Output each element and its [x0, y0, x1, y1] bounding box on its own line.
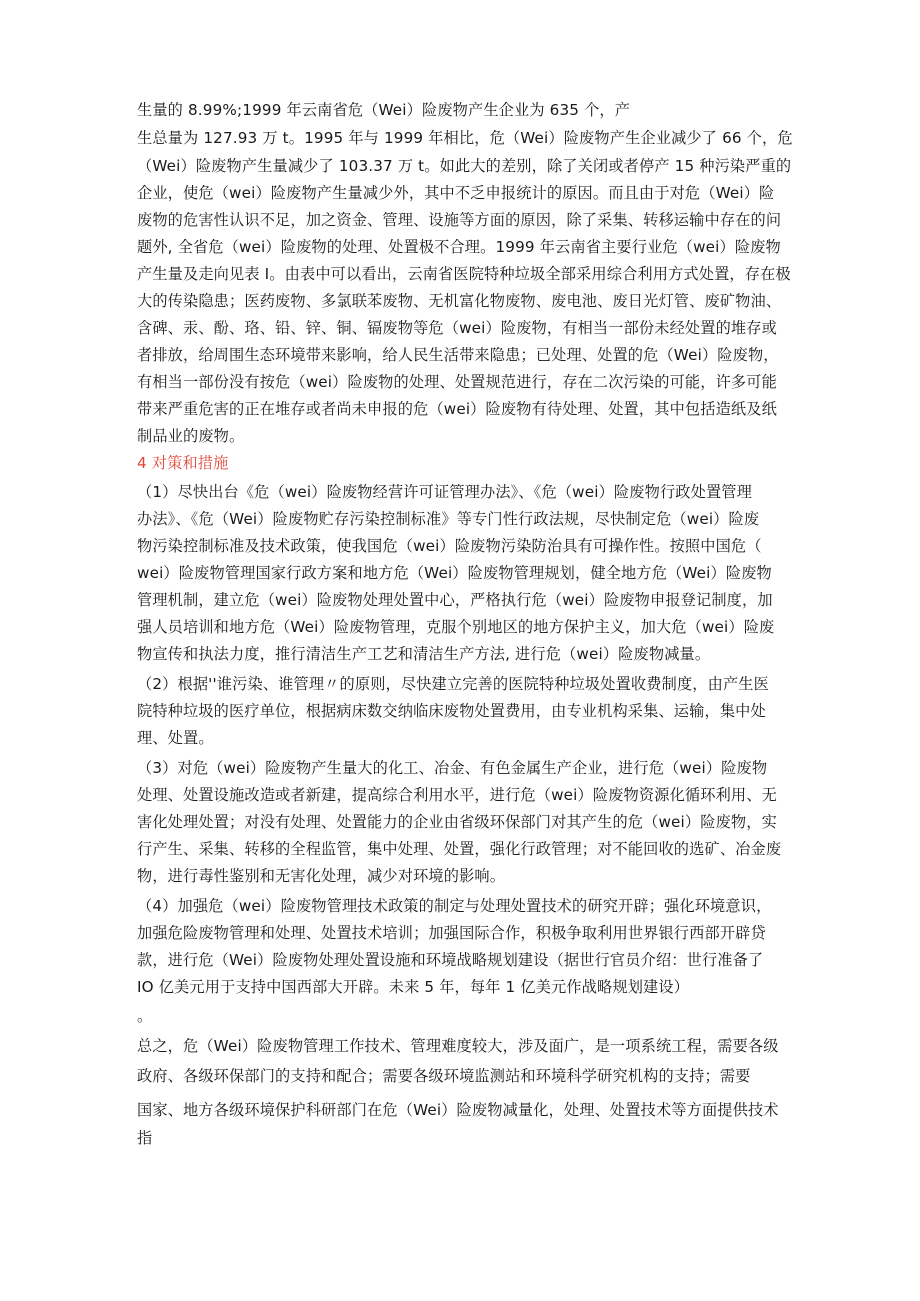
text-line: 含碑、汞、酚、珞、铅、锌、铜、镉废物等危（wei）险废物，有相当一部份未经处置的堆存或	[137, 319, 777, 337]
text-line: 行产生、采集、转移的全程监管，集中处理、处置，强化行政管理；对不能回收的选矿、冶金废	[137, 840, 782, 858]
text-line: 有相当一部份没有按危（wei）险废物的处理、处置规范进行，存在二次污染的可能，许多可能	[137, 373, 777, 391]
text-line: 强人员培训和地方危（Wei）险废物管理，克服个别地区的地方保护主义，加大危（wei）险废	[137, 618, 775, 636]
text-line: 带来严重危害的正在堆存或者尚未申报的危（wei）险废物有待处理、处置，其中包括造纸及纸	[137, 400, 777, 418]
text-line: 政府、各级环保部门的支持和配合；需要各级环境监测站和环境科学研究机构的支持；需要	[137, 1067, 751, 1085]
text-line: 企业，使危（wei）险废物产生量减少外，其中不乏申报统计的原因。而且由于对危（Wei）险	[137, 184, 775, 202]
text-line: （Wei）险废物产生量减少了 103.37 万 t。如此大的差别，除了关闭或者停产 15 种污染严重的	[137, 157, 792, 175]
text-line: （4）加强危（wei）险废物管理技术政策的制定与处理处置技术的研究开辟；强化环境意识，	[137, 897, 772, 915]
section-heading: 4 对策和措施	[137, 454, 229, 472]
text-line: 产生量及走向见表 I。由表中可以看出，云南省医院特种垃圾全部采用综合利用方式处置，存在极	[137, 265, 791, 283]
text-line: 国家、地方各级环境保护科研部门在危（Wei）险废物减量化，处理、处置技术等方面提供技术	[137, 1101, 779, 1119]
text-line: 物，进行毒性鉴别和无害化处理，减少对环境的影响。	[137, 867, 506, 885]
text-line: 办法》、《危（Wei）险废物贮存污染控制标准》等专门性行政法规，尽快制定危（wei）险废	[137, 510, 760, 528]
text-line: 管理机制，建立危（wei）险废物处理处置中心，严格执行危（wei）险废物申报登记制度，加	[137, 591, 773, 609]
text-line: 指	[137, 1129, 153, 1147]
text-line: 生量的 8.99%;1999 年云南省危（Wei）险废物产生企业为 635 个，产	[137, 101, 631, 119]
text-line: 物污染控制标准及技术政策，使我国危（wei）险废物污染防治具有可操作性。按照中国危（	[137, 537, 762, 555]
text-line: 题外, 全省危（wei）险废物的处理、处置极不合理。1999 年云南省主要行业危（wei）险废物	[137, 238, 781, 256]
text-line: （2）根据''谁污染、谁管理〃的原则，尽快建立完善的医院特种垃圾处置收费制度，由产生医	[137, 675, 769, 693]
text-line: 理、处置。	[137, 729, 214, 747]
text-line: 废物的危害性认识不足，加之资金、管理、设施等方面的原因，除了采集、转移运输中存在的问	[137, 211, 782, 229]
text-line: （1）尽快出台《危（wei）险废物经营许可证管理办法》、《危（wei）险废物行政处置管理	[137, 483, 752, 501]
text-line: IO 亿美元用于支持中国西部大开辟。未来 5 年，每年 1 亿美元作战略规划建设）	[137, 978, 690, 996]
text-line: 害化处理处置；对没有处理、处置能力的企业由省级环保部门对其产生的危（wei）险废物，实	[137, 813, 777, 831]
text-line: 处理、处置设施改造或者新建，提高综合利用水平，进行危（wei）险废物资源化循环利用、无	[137, 786, 777, 804]
text-line: 款，进行危（Wei）险废物处理处置设施和环境战略规划建设（据世行官员介绍：世行准备了	[137, 951, 764, 969]
text-line: 院特种垃圾的医疗单位，根据病床数交纳临床废物处置费用，由专业机构采集、运输，集中处	[137, 702, 766, 720]
text-line: 大的传染隐患；医药废物、多氯联苯废物、无机富化物废物、废电池、废日光灯管、废矿物油、	[137, 292, 782, 310]
text-line: wei）险废物管理国家行政方案和地方危（Wei）险废物管理规划，健全地方危（Wei）险废物	[137, 564, 772, 582]
text-line: （3）对危（wei）险废物产生量大的化工、冶金、有色金属生产企业，进行危（wei）险废物	[137, 759, 768, 777]
text-line: 物宣传和执法力度，推行清洁生产工艺和清洁生产方法, 进行危（wei）险废物减量。	[137, 645, 711, 663]
text-line: 制品业的废物。	[137, 427, 245, 445]
text-line: 加强危险废物管理和处理、处置技术培训；加强国际合作，积极争取利用世界银行西部开辟贷	[137, 924, 766, 942]
text-line: 者排放，给周围生态环境带来影响，给人民生活带来隐患；已处理、处置的危（Wei）险废物，	[137, 346, 779, 364]
text-line: 。	[137, 1007, 153, 1025]
text-line: 总之，危（Wei）险废物管理工作技术、管理难度较大，涉及面广，是一项系统工程，需要各级	[137, 1037, 779, 1055]
text-line: 生总量为 127.93 万 t。1995 年与 1999 年相比，危（Wei）险废物产生企业减少了 66 个，危	[137, 129, 793, 147]
